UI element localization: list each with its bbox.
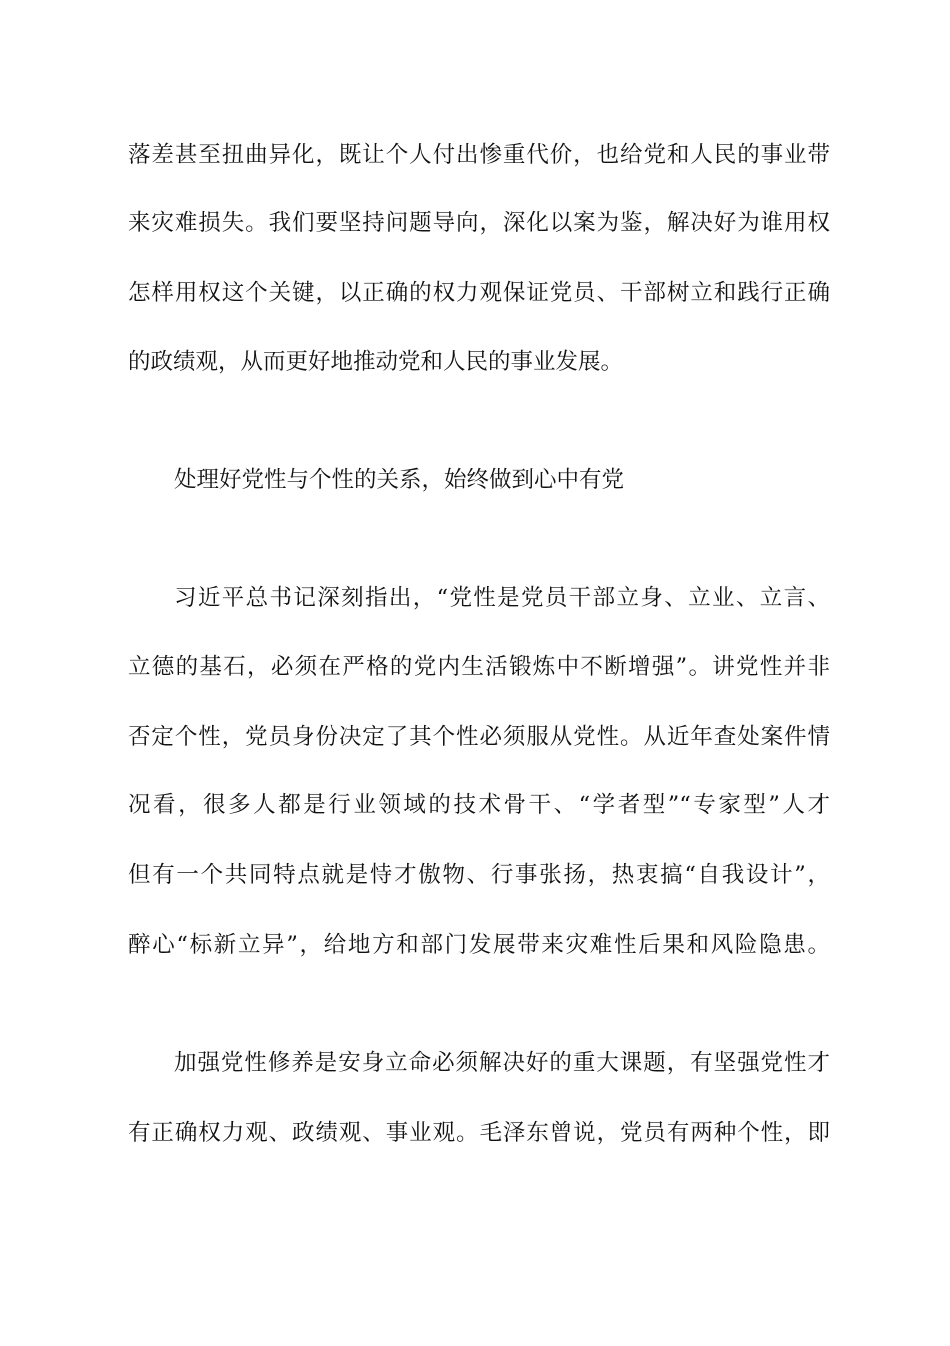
paragraph-line: 的政绩观，从而更好地推动党和人民的事业发展。 [128, 349, 624, 375]
paragraph-line: 加强党性修养是安身立命必须解决好的重大课题，有坚强党性才 [174, 1050, 830, 1076]
paragraph-line: 怎样用权这个关键，以正确的权力观保证党员、干部树立和践行正确 [128, 280, 830, 306]
paragraph-line: 落差甚至扭曲异化，既让个人付出惨重代价，也给党和人民的事业带 [128, 142, 830, 168]
paragraph-line: 但有一个共同特点就是恃才傲物、行事张扬，热衷搞“自我设计”， [128, 862, 830, 888]
paragraph-line: 否定个性，党员身份决定了其个性必须服从党性。从近年查处案件情 [128, 724, 830, 750]
paragraph-line: 况看，很多人都是行业领域的技术骨干、“学者型”“专家型”人才 [128, 792, 830, 818]
section-heading: 处理好党性与个性的关系，始终做到心中有党 [174, 467, 625, 493]
paragraph-line: 习近平总书记深刻指出，“党性是党员干部立身、立业、立言、 [174, 585, 830, 611]
paragraph-line: 醉心“标新立异”，给地方和部门发展带来灾难性后果和风险隐患。 [128, 932, 830, 958]
paragraph-line: 有正确权力观、政绩观、事业观。毛泽东曾说，党员有两种个性，即 [128, 1120, 830, 1146]
paragraph-line: 立德的基石，必须在严格的党内生活锻炼中不断增强”。讲党性并非 [128, 654, 830, 680]
paragraph-line: 来灾难损失。我们要坚持问题导向，深化以案为鉴，解决好为谁用权 [128, 210, 830, 236]
